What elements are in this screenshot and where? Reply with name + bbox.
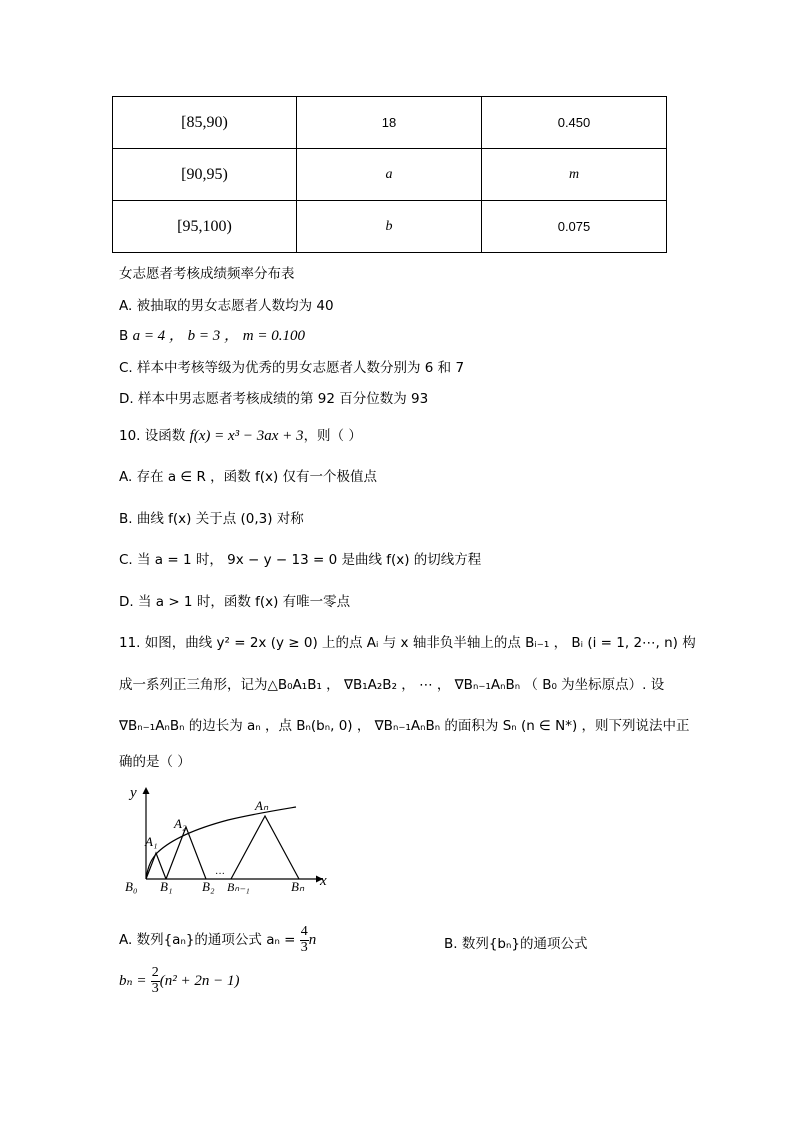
q11-stem-line4: 确的是（ ） [119, 754, 191, 770]
table-row [113, 149, 667, 201]
table-cell-frequency: m [482, 149, 667, 201]
fraction-2-3 [151, 966, 160, 996]
q10-option-a: A. 存在 a ∈ R ，函数 f(x) 仅有一个极值点 [119, 469, 378, 485]
table-cell-interval: [90,95) [113, 149, 297, 201]
x-axis-label: x [320, 873, 327, 889]
label-a2: A₂ [174, 816, 187, 831]
q11-option-a-prefix: A. 数列{aₙ}的通项公式 aₙ = [119, 932, 296, 949]
table-cell-frequency: 0.450 [482, 97, 667, 149]
q10-option-d: D. 当 a > 1 时，函数 f(x) 有唯一零点 [119, 594, 351, 610]
fraction-denominator: 3 [300, 939, 308, 955]
q11-stem-line3: ∇Bₙ₋₁AₙBₙ 的边长为 aₙ ，点 Bₙ(bₙ, 0) ， ∇Bₙ₋₁AₙBₙ 的面积为 Sₙ (n ∈ N*) ，则下列说法中正 [119, 718, 690, 734]
table-cell-interval: [85,90) [113, 97, 297, 149]
q10-stem-suffix: ，则（ ） [303, 428, 362, 444]
triangle-sequence-diagram [118, 783, 338, 895]
fraction-denominator: 3 [151, 980, 159, 996]
label-b2: B₂ [202, 879, 215, 894]
q11-stem-line2: 成一系列正三角形，记为△B₀A₁B₁ ， ∇B₁A₂B₂ ， ⋯ ， ∇Bₙ₋₁AₙBₙ （ B₀ 为坐标原点）. 设 [119, 677, 665, 693]
q11-option-b-lhs: bₙ = [119, 973, 147, 990]
q9-option-b-math: a = 4 ， b = 3 ， m = 0.100 [132, 328, 306, 344]
ellipsis-dots: ··· [215, 869, 225, 880]
table-row [113, 201, 667, 253]
label-bn: Bₙ [291, 879, 305, 894]
q10-stem-math: f(x) = x³ − 3ax + 3 [189, 428, 304, 444]
label-b0: B₀ [125, 879, 138, 894]
y-axis-arrow [143, 787, 150, 794]
q9-option-a: A. 被抽取的男女志愿者人数均为 40 [119, 298, 334, 314]
q9-option-b-label: B [119, 328, 133, 344]
q9-option-c: C. 样本中考核等级为优秀的男女志愿者人数分别为 6 和 7 [119, 360, 465, 376]
fraction-numerator: 2 [151, 965, 159, 980]
frequency-table [112, 96, 667, 253]
q11-stem-line1: 11. 如图，曲线 y² = 2x (y ≥ 0) 上的点 Aᵢ 与 x 轴非负半轴上的点 Bᵢ₋₁ ， Bᵢ (i = 1, 2⋯, n) 构 [119, 635, 696, 651]
label-an: Aₙ [255, 798, 269, 813]
q11-option-a-suffix: n [308, 932, 317, 949]
table-cell-frequency: 0.075 [482, 201, 667, 253]
q11-option-b-formula [119, 966, 239, 996]
q10-option-c: C. 当 a = 1 时， 9x − y − 13 = 0 是曲线 f(x) 的切线方程 [119, 552, 482, 568]
y-axis-label: y [130, 785, 137, 801]
q9-option-d: D. 样本中男志愿者考核成绩的第 92 百分位数为 93 [119, 391, 429, 407]
table-cell-count: 18 [297, 97, 482, 149]
q10-option-b: B. 曲线 f(x) 关于点 (0,3) 对称 [119, 511, 304, 527]
label-a1: A₁ [145, 834, 158, 849]
table-caption: 女志愿者考核成绩频率分布表 [119, 266, 295, 282]
label-b1: B₁ [160, 879, 173, 894]
q10-stem [119, 424, 362, 445]
q9-option-b [119, 324, 305, 345]
fraction-4-3 [300, 925, 309, 955]
q11-option-b: B. 数列{bₙ}的通项公式 [444, 936, 588, 952]
table-cell-count: a [297, 149, 482, 201]
label-bn-minus-1: Bₙ₋₁ [227, 880, 250, 894]
q11-option-a [119, 925, 316, 955]
fraction-numerator: 4 [300, 924, 308, 939]
q10-stem-prefix: 10. 设函数 [119, 428, 186, 444]
table-cell-interval: [95,100) [113, 201, 297, 253]
triangle-n [231, 816, 299, 879]
q11-option-b-rhs: (n² + 2n − 1) [159, 973, 240, 990]
table-cell-count: b [297, 201, 482, 253]
table-row [113, 97, 667, 149]
